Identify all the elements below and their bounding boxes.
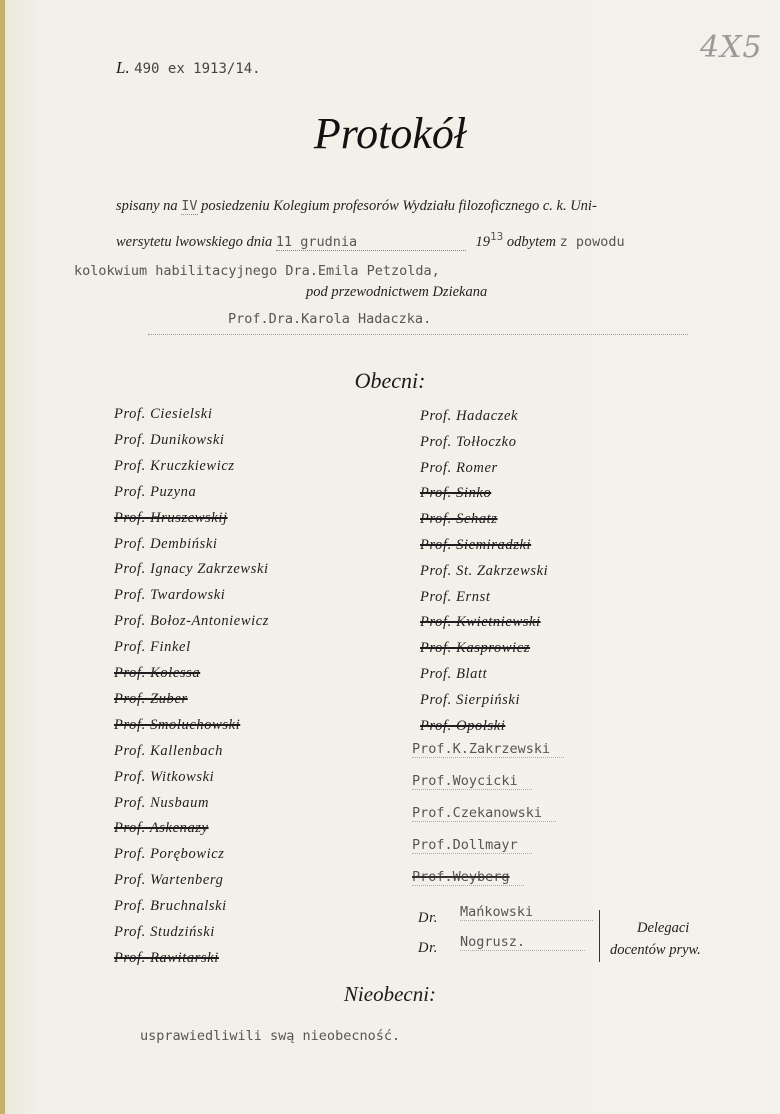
present-right-name-0: Prof. Hadaczek: [420, 408, 519, 424]
intro-line-3: kolokwium habilitacyjnego Dra.Emila Petzolda,: [74, 263, 440, 279]
present-left-name-12: Prof. Smoluchowski: [114, 716, 241, 733]
present-right-name-8: Prof. Kwietniewski: [420, 614, 541, 631]
present-typed-name-2: Prof.Czekanowski: [412, 805, 556, 822]
delegate-name-0: Mańkowski: [460, 904, 593, 921]
intro-2-a: wersytetu lwowskiego dnia: [116, 233, 273, 250]
present-typed-name-1: Prof.Woycicki: [412, 773, 532, 790]
binding-edge: [0, 0, 5, 1114]
year-prefix: 19: [475, 233, 491, 250]
present-right-name-10: Prof. Blatt: [420, 666, 488, 682]
intro-1-b: posiedzeniu Kolegium profesorów Wydziału filozoficznego c. k. Uni-: [201, 198, 597, 214]
present-right-name-11: Prof. Sierpiński: [420, 691, 521, 708]
present-left-name-2: Prof. Kruczkiewicz: [114, 457, 235, 474]
dotted-rule: [148, 334, 688, 335]
present-right-name-3: Prof. Sinko: [420, 485, 492, 502]
present-left-name-0: Prof. Ciesielski: [114, 406, 213, 422]
document-title: Protokół: [313, 109, 467, 158]
present-left-name-19: Prof. Bruchnalski: [114, 898, 227, 915]
present-left-name-15: Prof. Nusbaum: [114, 794, 210, 811]
present-left-name-11: Prof. Zuber: [114, 690, 188, 707]
intro-1-a: spisany na: [116, 198, 178, 214]
year-suffix: 13: [490, 230, 504, 243]
present-left-name-6: Prof. Ignacy Zakrzewski: [114, 561, 269, 578]
present-left-name-4: Prof. Hruszewskij: [114, 509, 228, 526]
present-left-name-10: Prof. Kolessa: [114, 665, 201, 681]
present-typed-name-3: Prof.Dollmayr: [412, 837, 532, 854]
delegate-dr-1: Dr.: [418, 940, 438, 956]
pencil-mark: 4X5: [700, 30, 763, 65]
absent-note: usprawiedliwili swą nieobecność.: [140, 1028, 401, 1044]
intro-line-5: Prof.Dra.Karola Hadaczka.: [228, 311, 432, 327]
present-heading: Obecni:: [354, 368, 426, 393]
present-left-name-9: Prof. Finkel: [114, 639, 191, 656]
delegates-line-1: Delegaci: [637, 920, 690, 936]
session-date: 11 grudnia: [276, 234, 466, 251]
present-left-name-14: Prof. Witkowski: [114, 768, 215, 785]
present-left-name-7: Prof. Twardowski: [114, 587, 226, 604]
intro-line-4: pod przewodnictwem Dziekana: [306, 284, 488, 300]
intro-line-2: [116, 230, 625, 251]
absent-heading: Nieobecni:: [343, 982, 437, 1006]
intro-line-1: [116, 198, 597, 215]
delegate-name-1: Nogrusz.: [460, 934, 585, 951]
present-right-name-1: Prof. Tołłoczko: [420, 433, 517, 450]
present-right-name-5: Prof. Siemiradzki: [420, 537, 532, 553]
reference-l: L.: [116, 58, 130, 77]
reference-number: [116, 58, 261, 78]
present-left-name-5: Prof. Dembiński: [114, 535, 218, 552]
present-left-name-17: Prof. Porębowicz: [114, 846, 225, 863]
present-left-name-16: Prof. Askenazy: [114, 820, 209, 837]
present-typed-name-0: Prof.K.Zakrzewski: [412, 741, 564, 758]
present-typed-name-4: Prof.Weyberg: [412, 869, 524, 886]
present-left-name-20: Prof. Studziński: [114, 924, 215, 940]
intro-2-c: z powodu: [559, 233, 625, 250]
delegate-dr-0: Dr.: [418, 910, 438, 926]
present-left-name-18: Prof. Wartenberg: [114, 872, 224, 889]
present-right-name-4: Prof. Schatz: [420, 511, 498, 528]
present-right-name-2: Prof. Romer: [420, 459, 498, 476]
present-left-name-13: Prof. Kallenbach: [114, 742, 223, 759]
delegates-line-2: docentów pryw.: [610, 942, 701, 958]
delegate-bracket: [599, 910, 600, 962]
present-right-name-7: Prof. Ernst: [420, 588, 491, 605]
reference-value: 490 ex 1913/14.: [134, 61, 261, 77]
present-left-name-8: Prof. Bołoz-Antoniewicz: [114, 613, 270, 630]
present-right-name-9: Prof. Kasprowicz: [420, 640, 531, 657]
present-left-name-1: Prof. Dunikowski: [114, 431, 225, 448]
present-left-name-21: Prof. Rawitarski: [114, 949, 219, 966]
present-right-name-6: Prof. St. Zakrzewski: [420, 562, 549, 579]
intro-2-b: odbytem: [506, 233, 557, 250]
session-number: IV: [181, 198, 198, 214]
present-left-name-3: Prof. Puzyna: [114, 483, 197, 500]
present-right-name-12: Prof. Opolski: [420, 717, 506, 734]
